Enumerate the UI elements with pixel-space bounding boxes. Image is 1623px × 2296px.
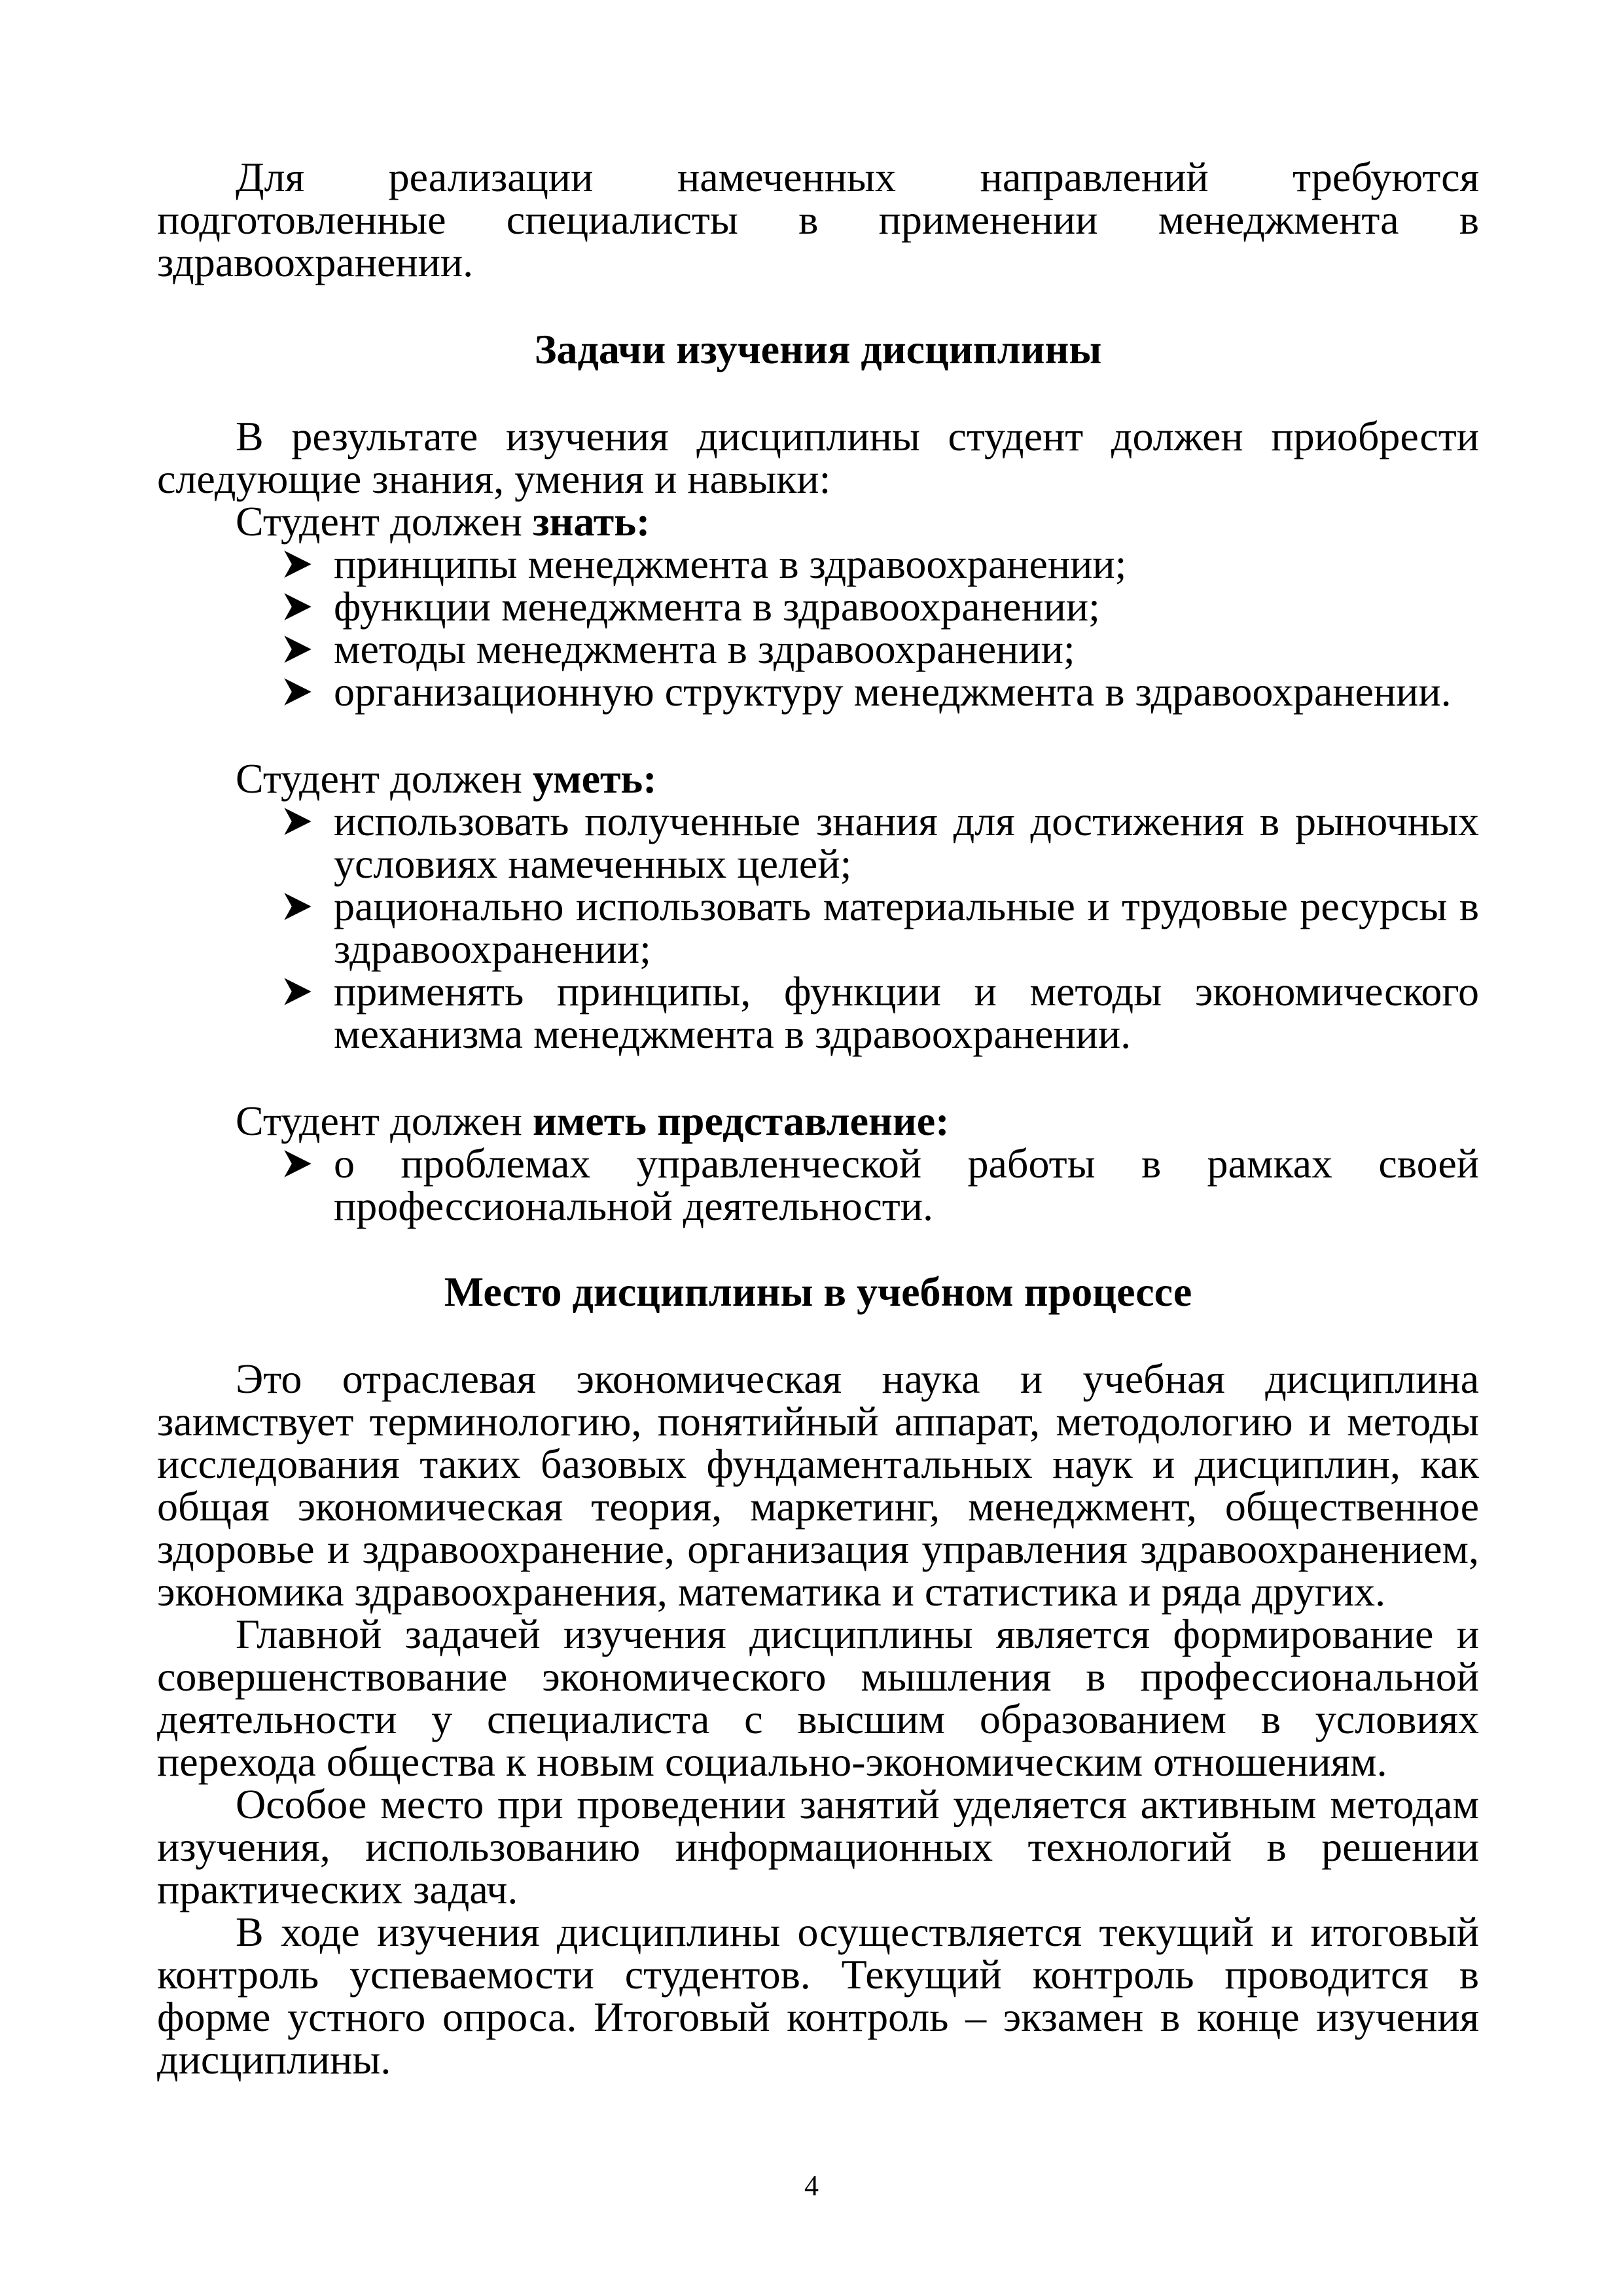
list-item-text: принципы менеджмента в здравоохранении;	[334, 541, 1127, 587]
arrowhead-bullet-icon	[283, 977, 313, 1007]
idea-lead	[157, 1100, 1479, 1142]
arrowhead-bullet-icon	[283, 592, 313, 622]
arrowhead-bullet-icon	[283, 891, 313, 922]
intro-paragraph: Для реализации намеченных направлений требуются подготовленные специалисты в применении менеджмента в здравоохранении.	[157, 154, 1479, 285]
able-keyword: уметь:	[532, 755, 657, 802]
know-lead-prefix: Студент должен	[236, 498, 533, 545]
body-paragraph: Главной задачей изучения дисциплины является формирование и совершенствование экономического мышления в профессиональной деятельности у специалиста с высшим образованием в условиях перехода общества к новым социально-экономическим отношениям.	[157, 1611, 1479, 1785]
able-lead-prefix: Студент должен	[236, 755, 533, 802]
list-item	[334, 670, 1479, 713]
list-item-text: организационную структуру менеджмента в здравоохранении.	[334, 668, 1452, 715]
list-item	[334, 885, 1479, 970]
list-item-text: использовать полученные знания для достижения в рыночных условиях намеченных целей;	[334, 798, 1479, 887]
page-number: 4	[804, 2170, 819, 2202]
arrowhead-bullet-icon	[283, 634, 313, 664]
list-item	[334, 543, 1479, 585]
arrowhead-bullet-icon	[283, 549, 313, 579]
list-item	[334, 628, 1479, 670]
list-item-text: методы менеджмента в здравоохранении;	[334, 626, 1075, 672]
know-keyword: знать:	[532, 498, 651, 545]
page-content	[157, 156, 1479, 2081]
body-paragraph: Это отраслевая экономическая наука и учебная дисциплина заимствует терминологию, понятийный аппарат, методологию и методы исследования таких базовых фундаментальных наук и дисциплин, как общая экономическая теория, маркетинг, менеджмент, общественное здоровье и здравоохранение, организация управления здравоохранением, экономика здравоохранения, математика и статистика и ряда других.	[157, 1355, 1479, 1615]
able-lead	[157, 757, 1479, 800]
able-list	[157, 800, 1479, 1055]
tasks-lead-paragraph: В результате изучения дисциплины студент должен приобрести следующие знания, умения и навыки:	[157, 413, 1479, 502]
list-item-text: рационально использовать материальные и трудовые ресурсы в здравоохранении;	[334, 883, 1479, 972]
list-item-text: функции менеджмента в здравоохранении;	[334, 583, 1100, 630]
list-item	[334, 800, 1479, 885]
section-heading-tasks: Задачи изучения дисциплины	[534, 326, 1102, 372]
idea-list	[157, 1142, 1479, 1227]
arrowhead-bullet-icon	[283, 806, 313, 836]
arrowhead-bullet-icon	[283, 677, 313, 707]
section-heading-place: Место дисциплины в учебном процессе	[444, 1268, 1192, 1315]
list-item	[334, 970, 1479, 1055]
idea-keyword: иметь представление:	[532, 1098, 950, 1144]
know-lead	[157, 500, 1479, 543]
list-item-text: применять принципы, функции и методы экономического механизма менеджмента в здравоохранении.	[334, 968, 1479, 1057]
idea-lead-prefix: Студент должен	[236, 1098, 533, 1144]
list-item-text: о проблемах управленческой работы в рамках своей профессиональной деятельности.	[334, 1140, 1479, 1229]
know-list	[157, 543, 1479, 713]
arrowhead-bullet-icon	[283, 1149, 313, 1179]
body-paragraph: Особое место при проведении занятий уделяется активным методам изучения, использованию информационных технологий в решении практических задач.	[157, 1781, 1479, 1912]
list-item	[334, 585, 1479, 628]
body-paragraph: В ходе изучения дисциплины осуществляется текущий и итоговый контроль успеваемости студентов. Текущий контроль проводится в форме устного опроса. Итоговый контроль – экзамен в конце изучения дисциплины.	[157, 1909, 1479, 2083]
list-item	[334, 1142, 1479, 1227]
